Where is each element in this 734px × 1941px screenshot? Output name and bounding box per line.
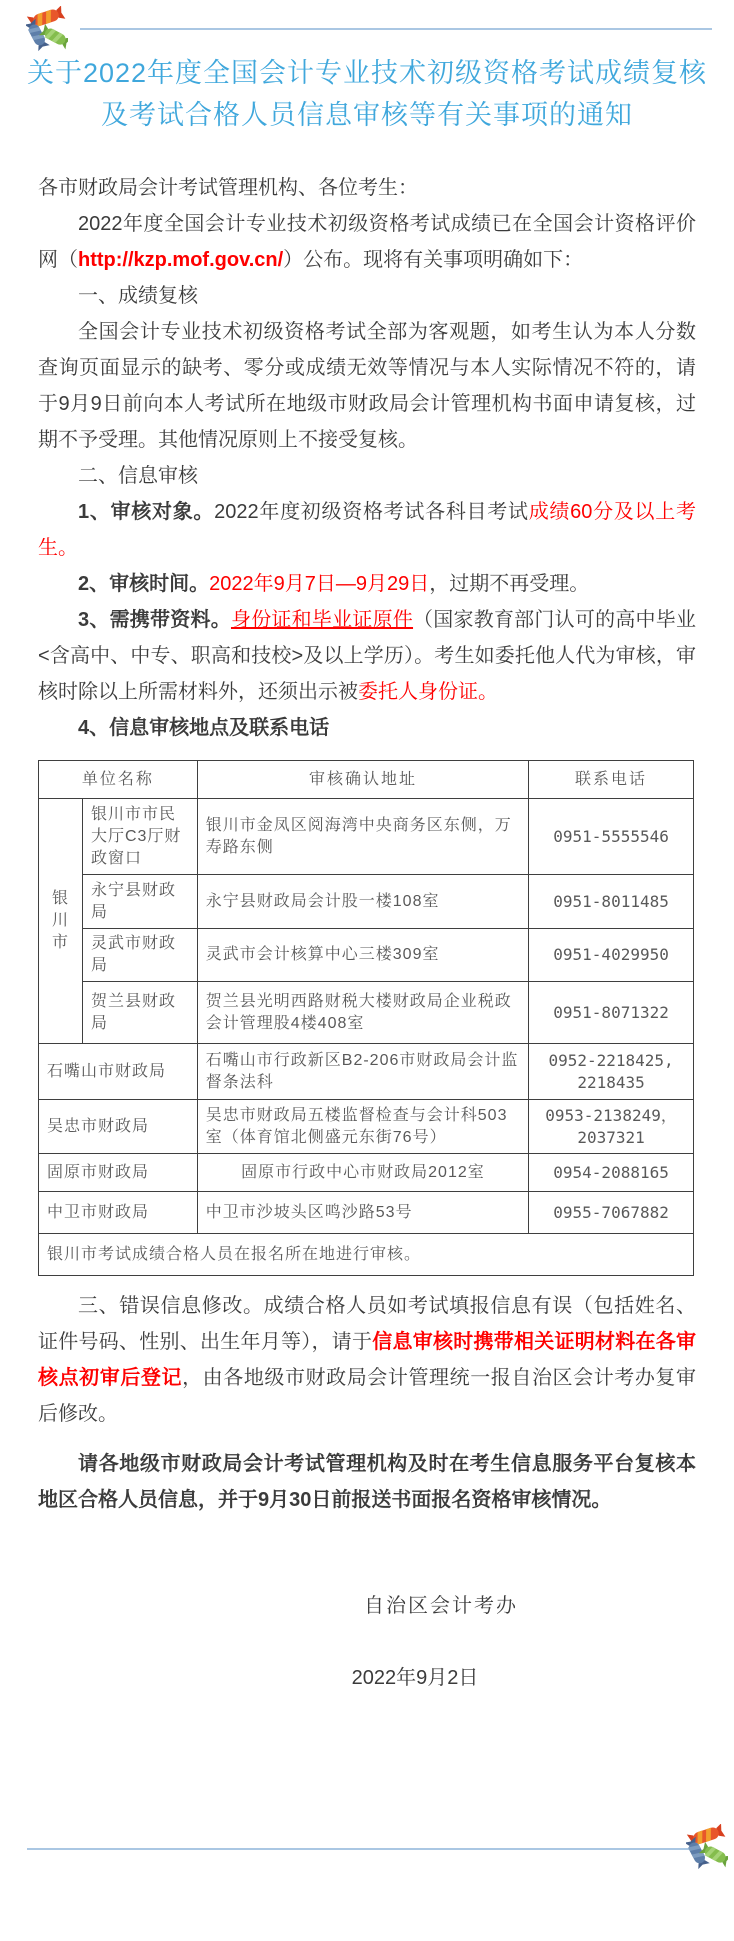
section1-paragraph: 全国会计专业技术初级资格考试全部为客观题，如考生认为本人分数查询页面显示的缺考、零分或成绩无效等情况与本人实际情况不符的，请于9月9日前向本人考试所在地级市财政局会计管理机构书面申请复核，过期不予受理。其他情况原则上不接受复核。 bbox=[38, 321, 696, 451]
section3-text-post: ，由各地级市财政局会计管理统一报自治区会计考办复审后修改。 bbox=[38, 1367, 697, 1425]
section3-paragraph bbox=[38, 1288, 696, 1432]
header-contact-phone: 联系电话 bbox=[529, 761, 694, 799]
section3-text-pre: 三、错误信息修改。成绩合格人员如考试填报信息有误（包括姓名、证件号码、性别、出生年月等），请于 bbox=[38, 1295, 696, 1353]
table-row bbox=[39, 799, 694, 875]
score-site-link[interactable]: http://kzp.mof.gov.cn/ bbox=[78, 249, 284, 271]
site-logo-icon bbox=[686, 1824, 728, 1872]
table-row bbox=[39, 1192, 694, 1234]
document-date: 2022年9月2日 bbox=[351, 1667, 479, 1689]
site-logo-icon bbox=[26, 6, 68, 54]
contact-phone: 0953-2138249，2037321 bbox=[529, 1100, 694, 1154]
table-row bbox=[39, 875, 694, 929]
audit-address: 吴忠市财政局五楼监督检查与会计科503室（体育馆北侧盛元东街76号） bbox=[197, 1100, 528, 1154]
top-divider bbox=[80, 28, 712, 30]
item1-highlight: 成绩60分及以上考生。 bbox=[38, 501, 696, 559]
closing-paragraph: 请各地级市财政局会计考试管理机构及时在考生信息服务平台复核本地区合格人员信息，并于9月30日前报送书面报名资格审核情况。 bbox=[38, 1453, 696, 1511]
table-row bbox=[39, 1100, 694, 1154]
signature: 自治区会计考办 bbox=[364, 1595, 518, 1617]
contact-phone: 0951-5555546 bbox=[529, 799, 694, 875]
table-note: 银川市考试成绩合格人员在报名所在地进行审核。 bbox=[39, 1234, 694, 1276]
section1-heading: 一、成绩复核 bbox=[78, 285, 198, 307]
table-header-row bbox=[39, 761, 694, 799]
page-title-line2: 及考试合格人员信息审核等有关事项的通知 bbox=[101, 100, 633, 130]
contact-phone: 0951-4029950 bbox=[529, 929, 694, 982]
audit-address: 石嘴山市行政新区B2-206市财政局会计监督条法科 bbox=[197, 1044, 528, 1100]
audit-address: 银川市金凤区阅海湾中央商务区东侧，万寿路东侧 bbox=[197, 799, 528, 875]
unit-name: 固原市财政局 bbox=[39, 1154, 198, 1192]
item2-audit-time bbox=[38, 566, 696, 602]
item1-label: 1、审核对象。 bbox=[78, 501, 215, 523]
item3-highlight-underline: 身份证和毕业证原件 bbox=[230, 609, 414, 631]
audit-address: 中卫市沙坡头区鸣沙路53号 bbox=[197, 1192, 528, 1234]
page-title-line1: 关于2022年度全国会计专业技术初级资格考试成绩复核 bbox=[26, 58, 708, 88]
page-title bbox=[0, 0, 734, 136]
table-row bbox=[39, 982, 694, 1044]
city-group-yinchuan: 银川市 bbox=[39, 799, 83, 1044]
notice-body bbox=[0, 170, 734, 1696]
audit-address: 固原市行政中心市财政局2012室 bbox=[197, 1154, 528, 1192]
intro-paragraph bbox=[38, 206, 696, 278]
table-row bbox=[39, 929, 694, 982]
intro-text-pre: 2022年度全国会计专业技术初级资格考试成绩已在全国会计资格评价网（ bbox=[38, 213, 696, 271]
contact-phone: 0952-2218425, 2218435 bbox=[529, 1044, 694, 1100]
item3-materials bbox=[38, 602, 696, 710]
table-note-row bbox=[39, 1234, 694, 1276]
contact-phone: 0954-2088165 bbox=[529, 1154, 694, 1192]
unit-name: 中卫市财政局 bbox=[39, 1192, 198, 1234]
unit-name: 银川市市民大厅C3厅财政窗口 bbox=[82, 799, 197, 875]
item1-audit-target bbox=[38, 494, 696, 566]
item1-text: 2022年度初级资格考试各科目考试 bbox=[214, 501, 529, 523]
audit-address: 灵武市会计核算中心三楼309室 bbox=[197, 929, 528, 982]
audit-locations-table bbox=[38, 760, 694, 1276]
item3-label: 3、需携带资料。 bbox=[78, 609, 231, 631]
header-unit-name: 单位名称 bbox=[39, 761, 198, 799]
table-row bbox=[39, 1044, 694, 1100]
salutation: 各市财政局会计考试管理机构、各位考生： bbox=[38, 177, 418, 199]
item3-text: （国家教育部门认可的高中毕业<含高中、中专、职高和技校>及以上学历）。考生如委托他人代为审核，审核时除以上所需材料外，还须出示被 bbox=[38, 609, 697, 703]
unit-name: 石嘴山市财政局 bbox=[39, 1044, 198, 1100]
section3-highlight: 信息审核时携带相关证明材料在各审核点初审后登记 bbox=[38, 1331, 696, 1389]
unit-name: 吴忠市财政局 bbox=[39, 1100, 198, 1154]
audit-address: 贺兰县光明西路财税大楼财政局企业税政会计管理股4楼408室 bbox=[197, 982, 528, 1044]
contact-phone: 0955-7067882 bbox=[529, 1192, 694, 1234]
contact-phone: 0951-8011485 bbox=[529, 875, 694, 929]
section2-heading: 二、信息审核 bbox=[78, 465, 198, 487]
header-audit-address: 审核确认地址 bbox=[197, 761, 528, 799]
contact-phone: 0951-8071322 bbox=[529, 982, 694, 1044]
table-row bbox=[39, 1154, 694, 1192]
audit-address: 永宁县财政局会计股一楼108室 bbox=[197, 875, 528, 929]
unit-name: 灵武市财政局 bbox=[82, 929, 197, 982]
item3-highlight: 委托人身份证。 bbox=[358, 681, 498, 703]
item4-heading: 4、信息审核地点及联系电话 bbox=[78, 717, 330, 739]
item2-date-range: 2022年9月7日—9月29日 bbox=[209, 573, 430, 595]
unit-name: 贺兰县财政局 bbox=[82, 982, 197, 1044]
bottom-divider bbox=[27, 1848, 689, 1850]
item2-text: ，过期不再受理。 bbox=[429, 573, 590, 595]
item2-label: 2、审核时间。 bbox=[78, 573, 210, 595]
unit-name: 永宁县财政局 bbox=[82, 875, 197, 929]
intro-text-post: ）公布。现将有关事项明确如下： bbox=[283, 249, 584, 271]
